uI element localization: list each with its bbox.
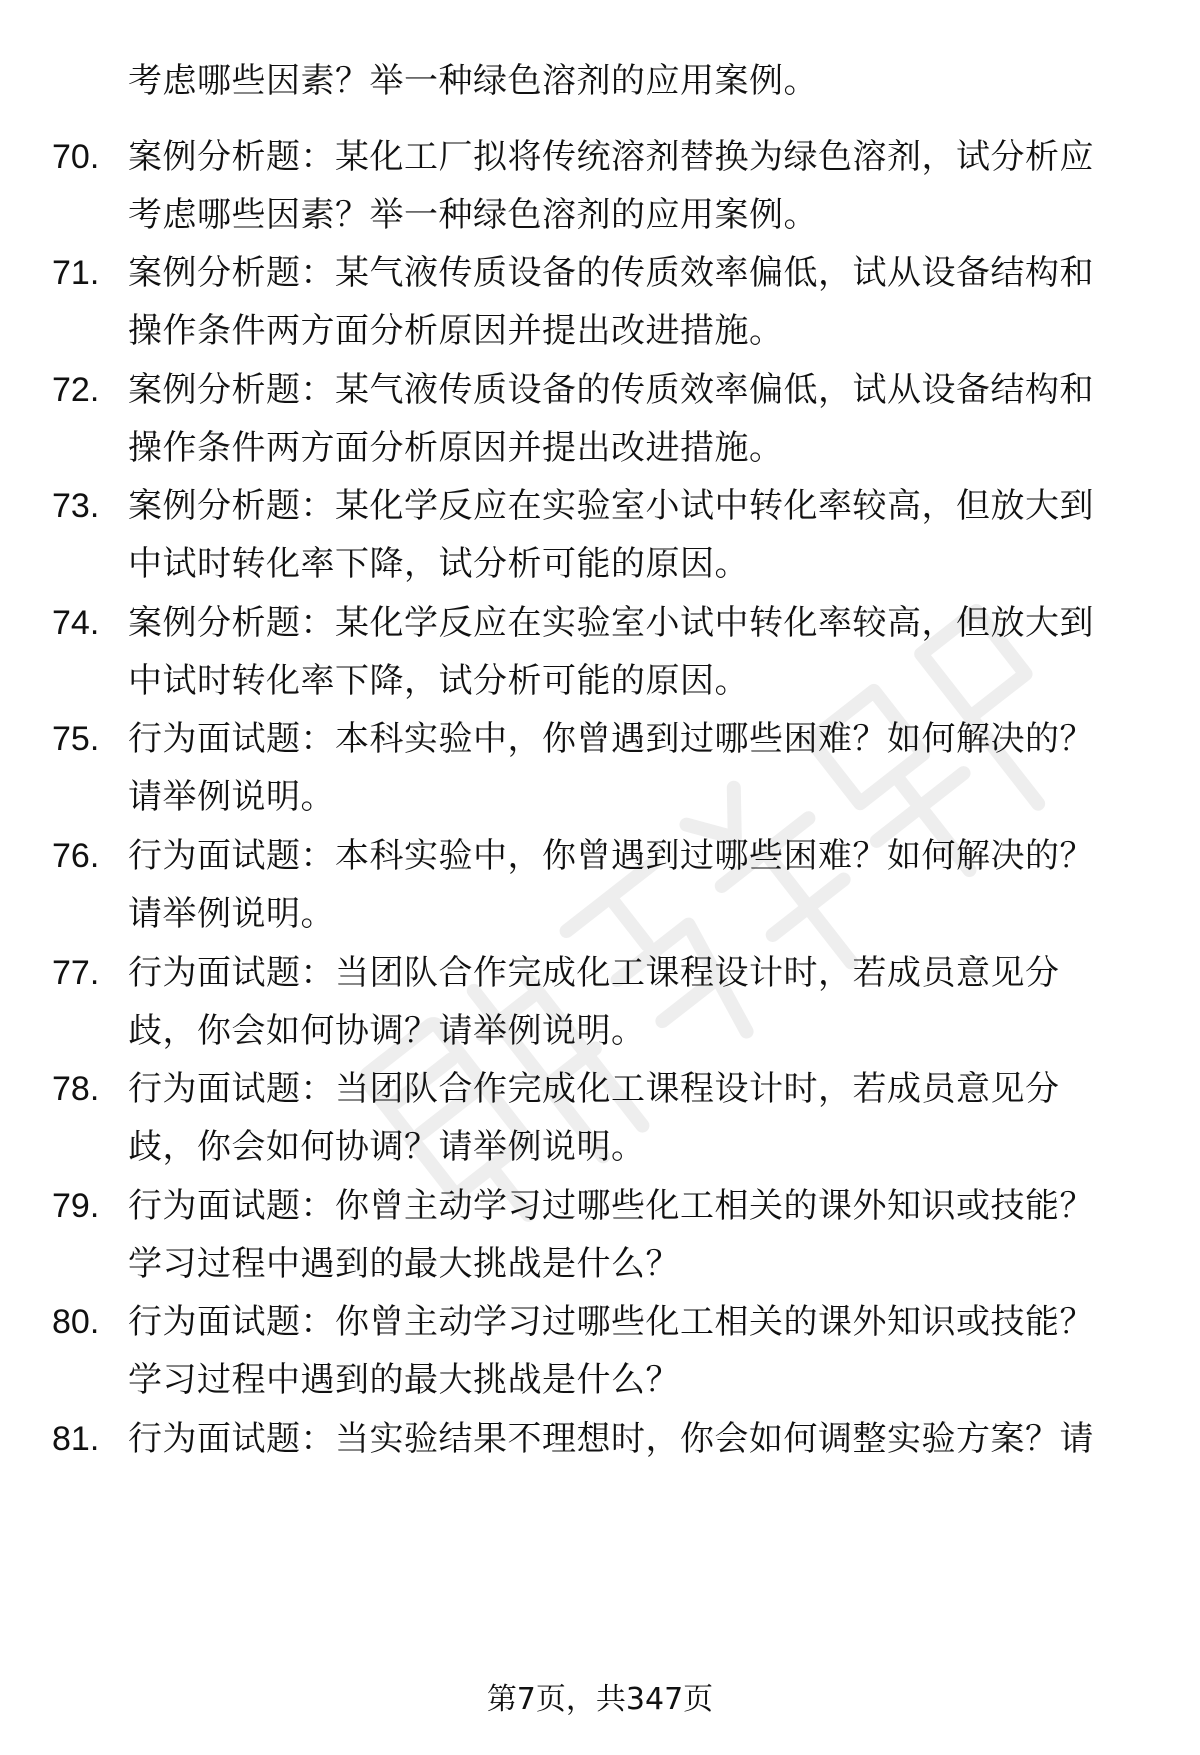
question-text-line: 行为面试题：当团队合作完成化工课程设计时，若成员意见分 bbox=[128, 953, 1060, 993]
question-number: 80. bbox=[52, 1303, 100, 1341]
question-number: 75. bbox=[52, 720, 100, 758]
question-text-line: 行为面试题：你曾主动学习过哪些化工相关的课外知识或技能？ bbox=[128, 1302, 1094, 1342]
question-number: 81. bbox=[52, 1420, 100, 1458]
question-text-line: 行为面试题：当实验结果不理想时，你会如何调整实验方案？请 bbox=[128, 1419, 1094, 1459]
question-text-line: 案例分析题：某气液传质设备的传质效率偏低，试从设备结构和 bbox=[128, 253, 1094, 293]
page-footer-page-number: 第7页，共347页 bbox=[486, 1682, 714, 1717]
question-text-line: 歧，你会如何协调？请举例说明。 bbox=[128, 1011, 646, 1051]
question-text-line: 行为面试题：你曾主动学习过哪些化工相关的课外知识或技能？ bbox=[128, 1186, 1094, 1226]
question-number: 79. bbox=[52, 1187, 100, 1225]
question-text-line: 学习过程中遇到的最大挑战是什么？ bbox=[128, 1244, 680, 1284]
question-continuation-text: 考虑哪些因素？举一种绿色溶剂的应用案例。 bbox=[128, 61, 818, 101]
question-text-line: 案例分析题：某气液传质设备的传质效率偏低，试从设备结构和 bbox=[128, 370, 1094, 410]
question-number: 70. bbox=[52, 138, 100, 176]
question-text-line: 行为面试题：本科实验中，你曾遇到过哪些困难？如何解决的？ bbox=[128, 719, 1094, 759]
question-text-line: 中试时转化率下降，试分析可能的原因。 bbox=[128, 544, 749, 584]
question-text-line: 考虑哪些因素？举一种绿色溶剂的应用案例。 bbox=[128, 195, 818, 235]
question-number: 78. bbox=[52, 1070, 100, 1108]
question-text-line: 案例分析题：某化学反应在实验室小试中转化率较高，但放大到 bbox=[128, 603, 1094, 643]
question-text-line: 学习过程中遇到的最大挑战是什么？ bbox=[128, 1360, 680, 1400]
question-number: 76. bbox=[52, 837, 100, 875]
question-text-line: 行为面试题：当团队合作完成化工课程设计时，若成员意见分 bbox=[128, 1069, 1060, 1109]
question-text-line: 歧，你会如何协调？请举例说明。 bbox=[128, 1127, 646, 1167]
question-text-line: 请举例说明。 bbox=[128, 777, 335, 817]
question-number: 71. bbox=[52, 254, 100, 292]
question-text-line: 操作条件两方面分析原因并提出改进措施。 bbox=[128, 311, 784, 351]
question-text-line: 请举例说明。 bbox=[128, 894, 335, 934]
question-text-line: 操作条件两方面分析原因并提出改进措施。 bbox=[128, 428, 784, 468]
question-number: 77. bbox=[52, 954, 100, 992]
question-text-line: 行为面试题：本科实验中，你曾遇到过哪些困难？如何解决的？ bbox=[128, 836, 1094, 876]
question-text-line: 中试时转化率下降，试分析可能的原因。 bbox=[128, 661, 749, 701]
question-number: 73. bbox=[52, 487, 100, 525]
question-number: 74. bbox=[52, 604, 100, 642]
question-text-line: 案例分析题：某化学反应在实验室小试中转化率较高，但放大到 bbox=[128, 486, 1094, 526]
question-number: 72. bbox=[52, 371, 100, 409]
question-text-line: 案例分析题：某化工厂拟将传统溶剂替换为绿色溶剂，试分析应 bbox=[128, 137, 1094, 177]
